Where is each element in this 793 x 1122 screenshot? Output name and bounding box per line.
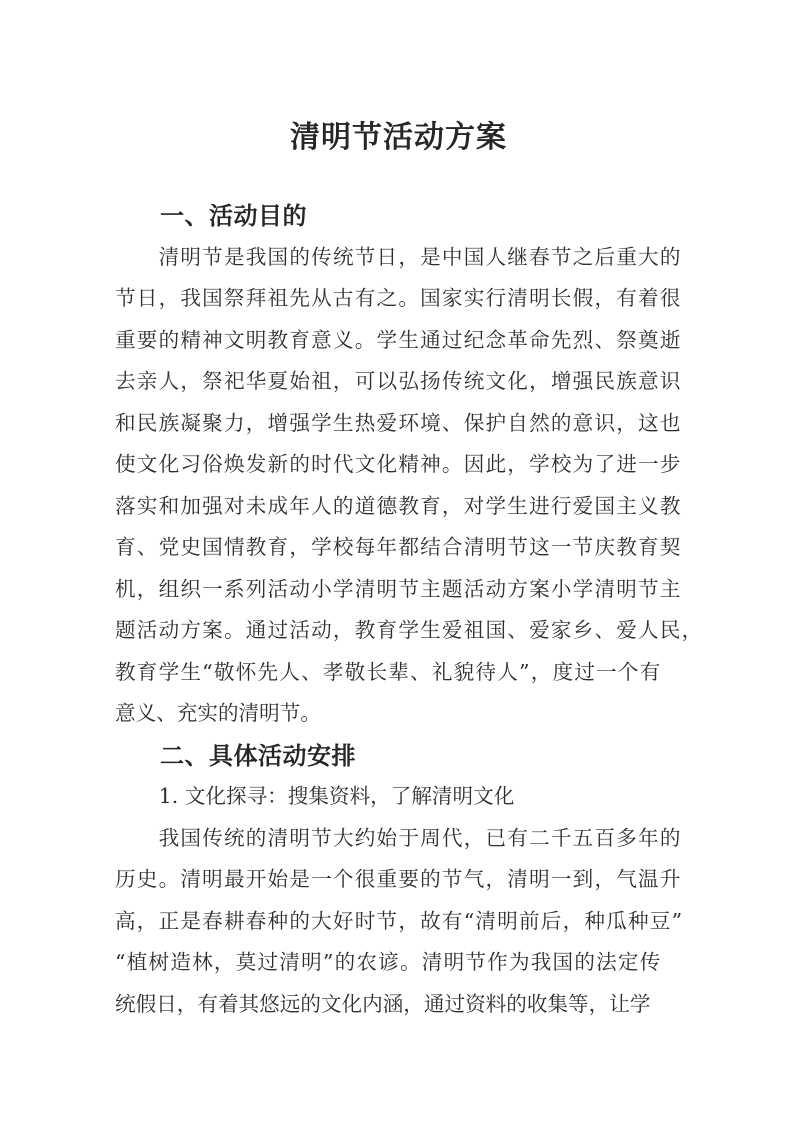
list-item-culture-exploration: 1. 文化探寻：搜集资料，了解清明文化 bbox=[158, 784, 515, 808]
paragraph-line: 统假日，有着其悠远的文化内涵，通过资料的收集等，让学 bbox=[115, 991, 651, 1016]
paragraph-line: “植树造林，莫过清明”的农谚。清明节作为我国的法定传 bbox=[115, 950, 662, 974]
paragraph-line: 高，正是春耕春种的大好时节，故有“清明前后，种瓜种豆” bbox=[115, 908, 684, 933]
document-title: 清明节活动方案 bbox=[290, 120, 507, 155]
paragraph-line: 重要的精神文明教育意义。学生通过纪念革命先烈、祭奠逝 bbox=[115, 327, 682, 352]
paragraph-line: 落实和加强对未成年人的道德教育，对学生进行爱国主义教 bbox=[115, 493, 682, 518]
paragraph-line: 育、党史国情教育，学校每年都结合清明节这一节庆教育契 bbox=[115, 535, 682, 559]
section-heading-arrangement: 二、具体活动安排 bbox=[160, 740, 356, 770]
paragraph-line: 意义、充实的清明节。 bbox=[115, 701, 321, 725]
paragraph-line: 清明节是我国的传统节日，是中国人继春节之后重大的 bbox=[158, 244, 682, 269]
section-heading-purpose: 一、活动目的 bbox=[160, 201, 307, 230]
paragraph-line: 节日，我国祭拜祖先从古有之。国家实行清明长假，有着很 bbox=[115, 286, 682, 310]
paragraph-line: 教育学生“敬怀先人、孝敬长辈、礼貌待人”，度过一个有 bbox=[115, 659, 662, 684]
paragraph-line: 机，组织一系列活动小学清明节主题活动方案小学清明节主 bbox=[115, 576, 682, 601]
paragraph-line: 题活动方案。通过活动，教育学生爱祖国、爱家乡、爱人民， bbox=[115, 618, 704, 642]
paragraph-line: 历史。清明最开始是一个很重要的节气，清明一到，气温升 bbox=[115, 867, 682, 891]
paragraph-line: 去亲人，祭祀华夏始祖，可以弘扬传统文化，增强民族意识 bbox=[115, 369, 682, 393]
paragraph-line: 使文化习俗焕发新的时代文化精神。因此，学校为了进一步 bbox=[115, 452, 682, 476]
document-body bbox=[115, 118, 704, 1025]
paragraph-line: 和民族凝聚力，增强学生热爱环境、保护自然的意识，这也 bbox=[115, 410, 682, 435]
paragraph-line: 我国传统的清明节大约始于周代，已有二千五百多年的 bbox=[158, 825, 682, 850]
